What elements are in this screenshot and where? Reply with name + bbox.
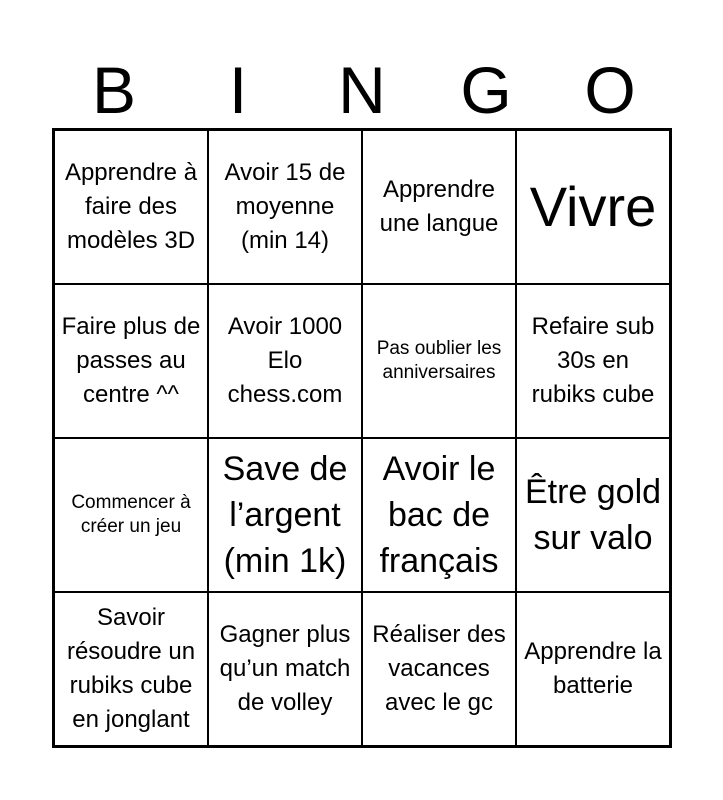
bingo-cell[interactable] [54,130,208,284]
cell-text: Apprendre à faire des modèles 3D [64,158,198,255]
bingo-cell[interactable] [516,284,670,438]
cell-text: Vivre [529,175,657,239]
cell-text: Apprendre la batterie [524,637,662,699]
cell-text: Save de l’argent (min 1k) [222,449,348,581]
bingo-cell[interactable] [208,438,362,592]
cell-text: Être gold sur valo [524,472,662,557]
cell-text: Avoir 1000 Elo chess.com [227,312,343,409]
cell-text: Avoir le bac de français [379,449,499,581]
bingo-cell[interactable] [54,438,208,592]
bingo-cell[interactable] [516,592,670,746]
cell-text: Savoir résoudre un rubiks cube en jonglant [66,603,196,734]
header-letter-g: G [460,53,512,127]
bingo-cell[interactable] [208,130,362,284]
cell-text: Refaire sub 30s en rubiks cube [531,312,655,409]
cell-text: Commencer à créer un jeu [71,491,191,537]
cell-text: Gagner plus qu’un match de volley [219,620,351,717]
bingo-cell[interactable] [362,284,516,438]
header-letter-o: O [584,53,636,127]
bingo-cell[interactable] [362,438,516,592]
bingo-board [52,128,672,748]
bingo-cell[interactable] [516,438,670,592]
cell-text: Pas oublier les anniversaires [376,337,502,383]
header-letter-n: N [338,53,386,127]
header-letter-b: B [91,53,137,127]
header-letter-i: I [228,53,248,127]
cell-text: Apprendre une langue [379,175,499,237]
bingo-cell[interactable] [208,284,362,438]
bingo-cell[interactable] [54,284,208,438]
cell-text: Faire plus de passes au centre ^^ [61,312,201,409]
bingo-header [52,52,672,128]
bingo-cell[interactable] [362,130,516,284]
bingo-cell[interactable] [54,592,208,746]
bingo-cell[interactable] [516,130,670,284]
cell-text: Réaliser des vacances avec le gc [372,620,506,717]
bingo-cell[interactable] [362,592,516,746]
bingo-cell[interactable] [208,592,362,746]
cell-text: Avoir 15 de moyenne (min 14) [224,158,346,255]
